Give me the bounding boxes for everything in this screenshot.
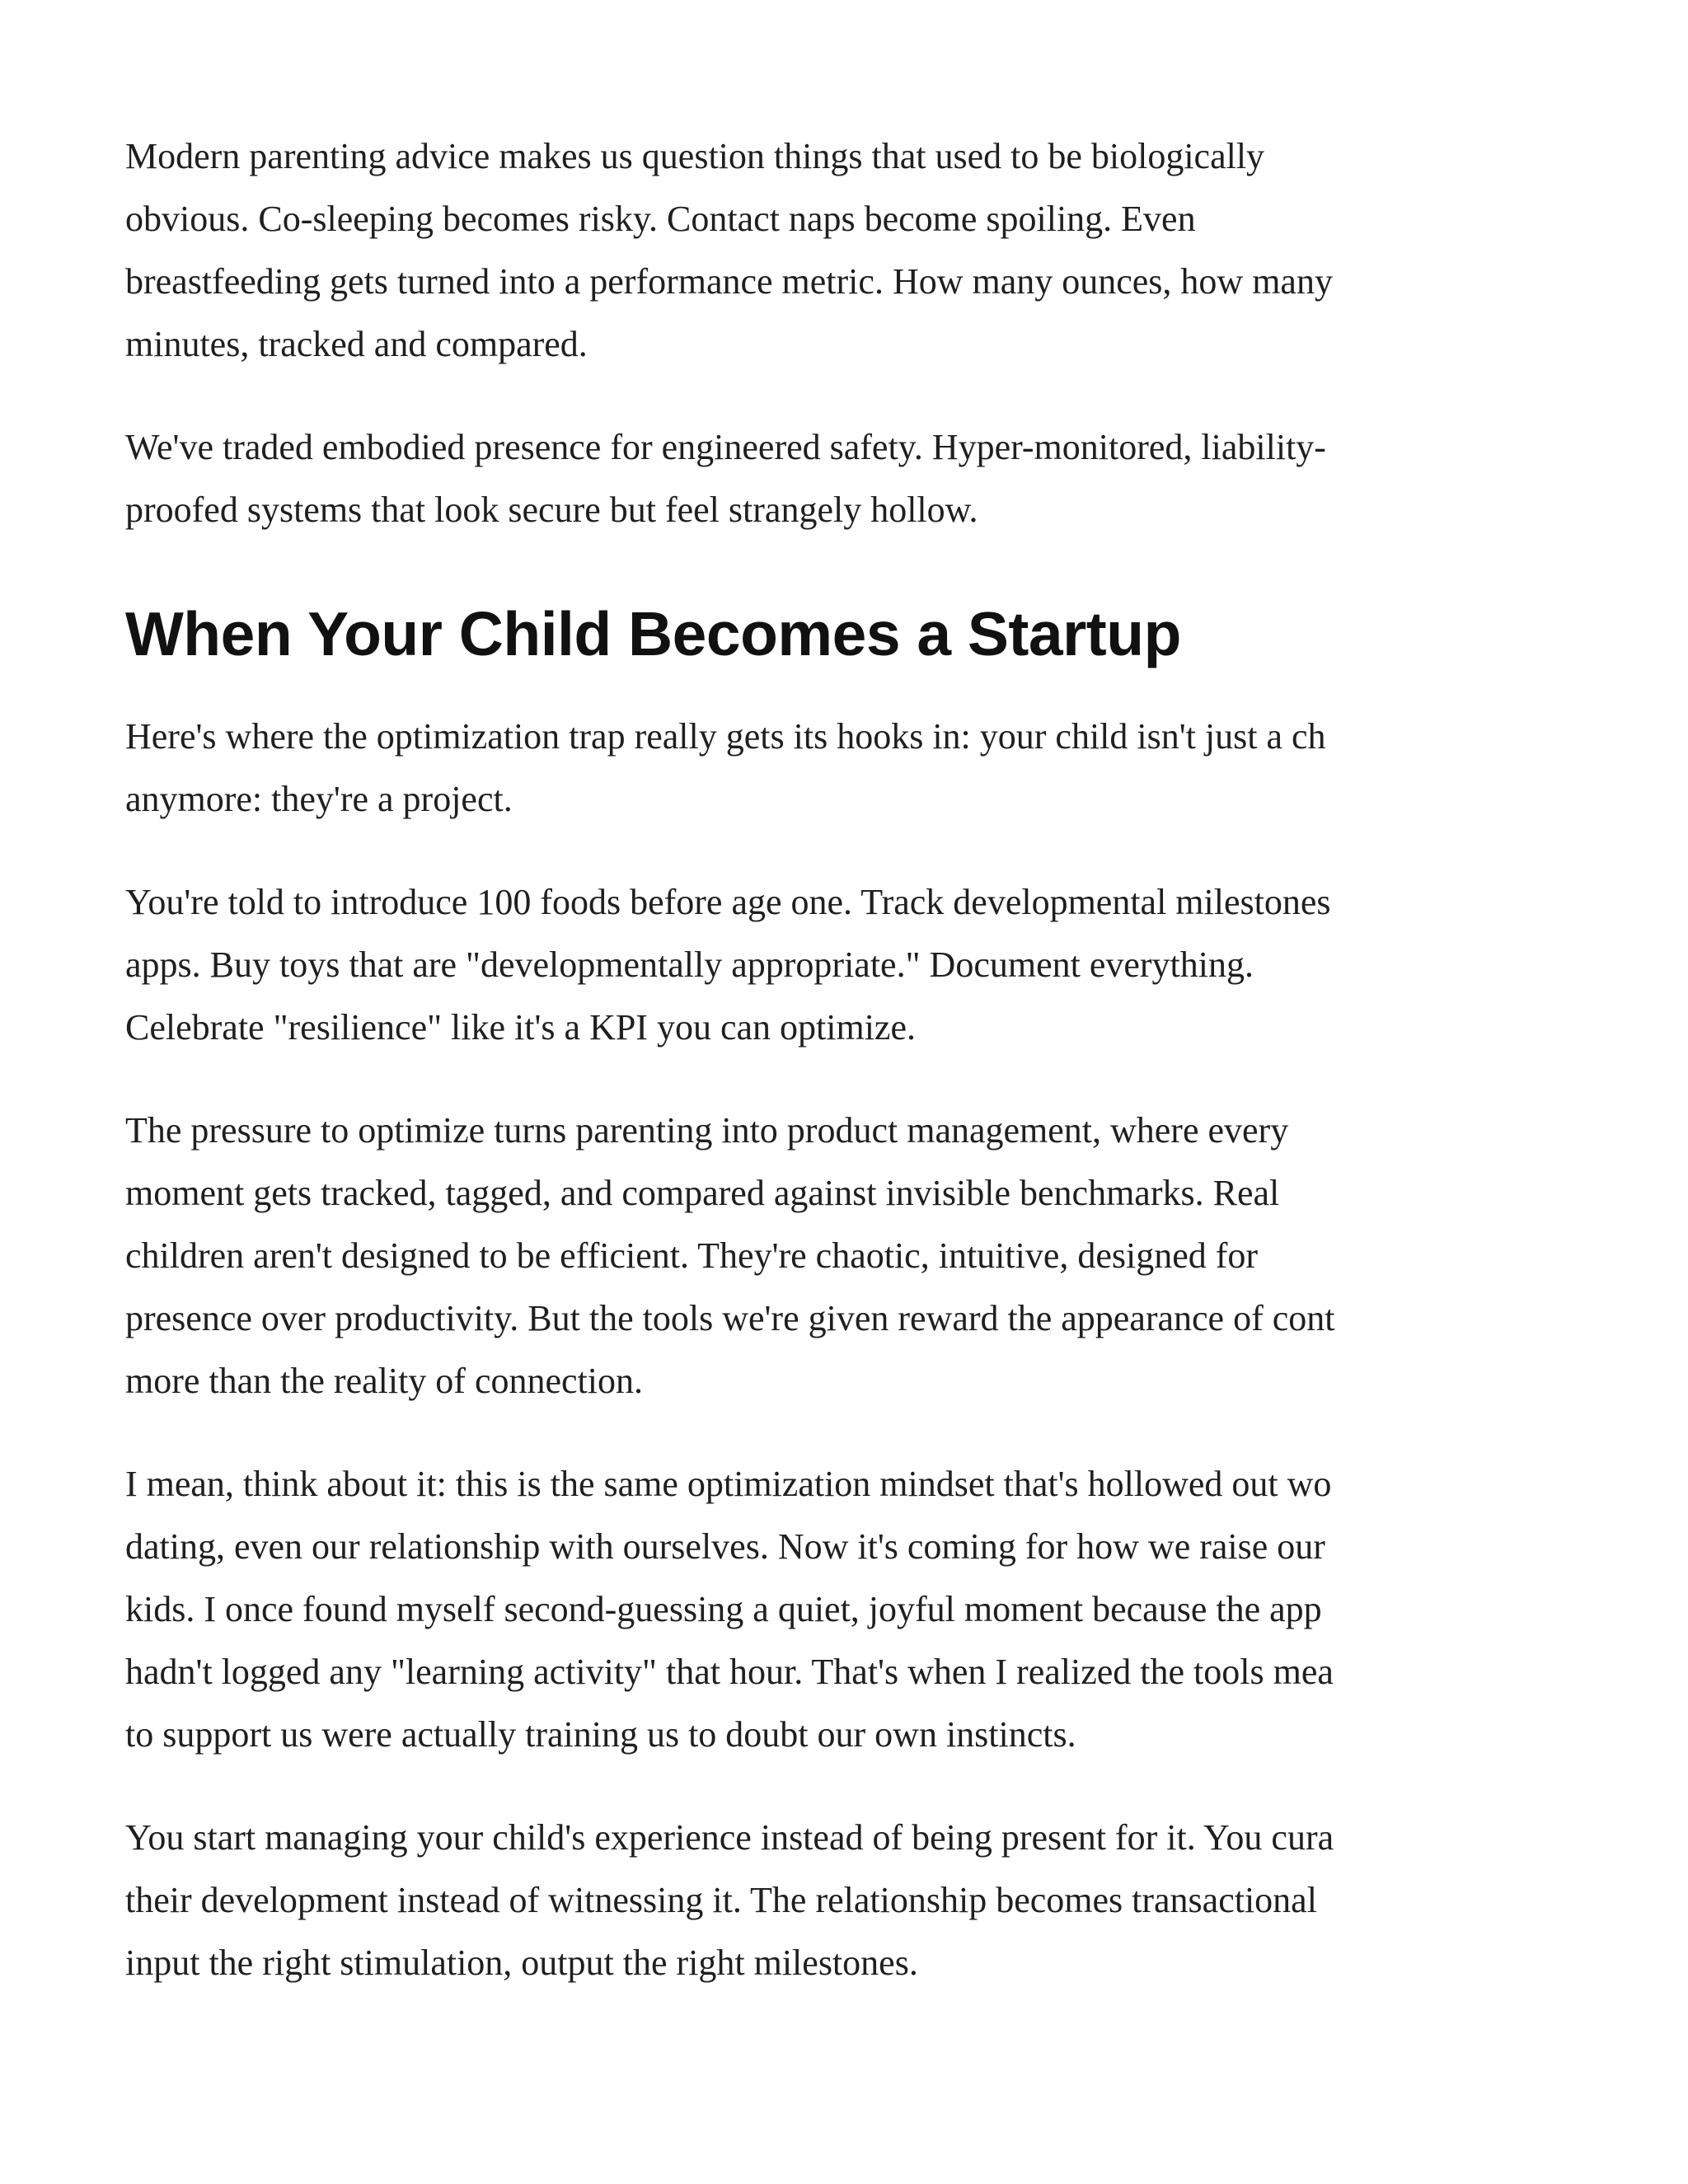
text-line: dating, even our relationship with ourselves. Now it's coming for how we raise our (125, 1526, 1325, 1567)
text-line: presence over productivity. But the tools we're given reward the appearance of cont (125, 1298, 1335, 1338)
text-line: children aren't designed to be efficient. They're chaotic, intuitive, designed for (125, 1235, 1259, 1276)
text-line: We've traded embodied presence for engineered safety. Hyper-monitored, liability- (125, 427, 1326, 467)
text-line: Here's where the optimization trap really gets its hooks in: your child isn't just a ch (125, 716, 1326, 757)
text-line: apps. Buy toys that are "developmentally appropriate." Document everything. (125, 944, 1254, 985)
text-line: hadn't logged any "learning activity" that hour. That's when I realized the tools mea (125, 1652, 1334, 1692)
text-line: I mean, think about it: this is the same optimization mindset that's hollowed out wo (125, 1464, 1332, 1504)
text-line: You're told to introduce 100 foods before age one. Track developmental milestones (125, 882, 1331, 922)
text-line: input the right stimulation, output the right milestones. (125, 1943, 918, 1983)
text-line: breastfeeding gets turned into a performance metric. How many ounces, how many (125, 261, 1333, 302)
text-line: moment gets tracked, tagged, and compared against invisible benchmarks. Real (125, 1173, 1280, 1213)
text-line: Modern parenting advice makes us question things that used to be biologically (125, 136, 1265, 176)
text-line: You start managing your child's experience instead of being present for it. You cura (125, 1817, 1334, 1858)
text-line: Celebrate "resilience" like it's a KPI you can optimize. (125, 1007, 916, 1047)
text-line: more than the reality of connection. (125, 1361, 643, 1401)
paragraph-100-foods (125, 871, 1563, 1059)
text-line: their development instead of witnessing it. The relationship becomes transactional (125, 1880, 1317, 1920)
paragraph-embodied-presence (125, 416, 1563, 541)
text-line: kids. I once found myself second-guessing a quiet, joyful moment because the app (125, 1589, 1322, 1629)
paragraph-modern-parenting (125, 125, 1563, 376)
article-body (125, 125, 1563, 2035)
text-line: obvious. Co-sleeping becomes risky. Contact naps become spoiling. Even (125, 199, 1196, 239)
paragraph-optimization-trap (125, 705, 1563, 831)
paragraph-managing-experience (125, 1807, 1563, 1994)
paragraph-optimization-mindset (125, 1453, 1563, 1766)
section-heading: When Your Child Becomes a Startup (125, 599, 1181, 668)
text-line: proofed systems that look secure but feel strangely hollow. (125, 490, 978, 530)
text-line: minutes, tracked and compared. (125, 324, 588, 364)
text-line: anymore: they're a project. (125, 779, 513, 819)
paragraph-product-management (125, 1099, 1563, 1413)
text-line: The pressure to optimize turns parenting into product management, where every (125, 1110, 1289, 1151)
text-line: to support us were actually training us to doubt our own instincts. (125, 1714, 1076, 1755)
